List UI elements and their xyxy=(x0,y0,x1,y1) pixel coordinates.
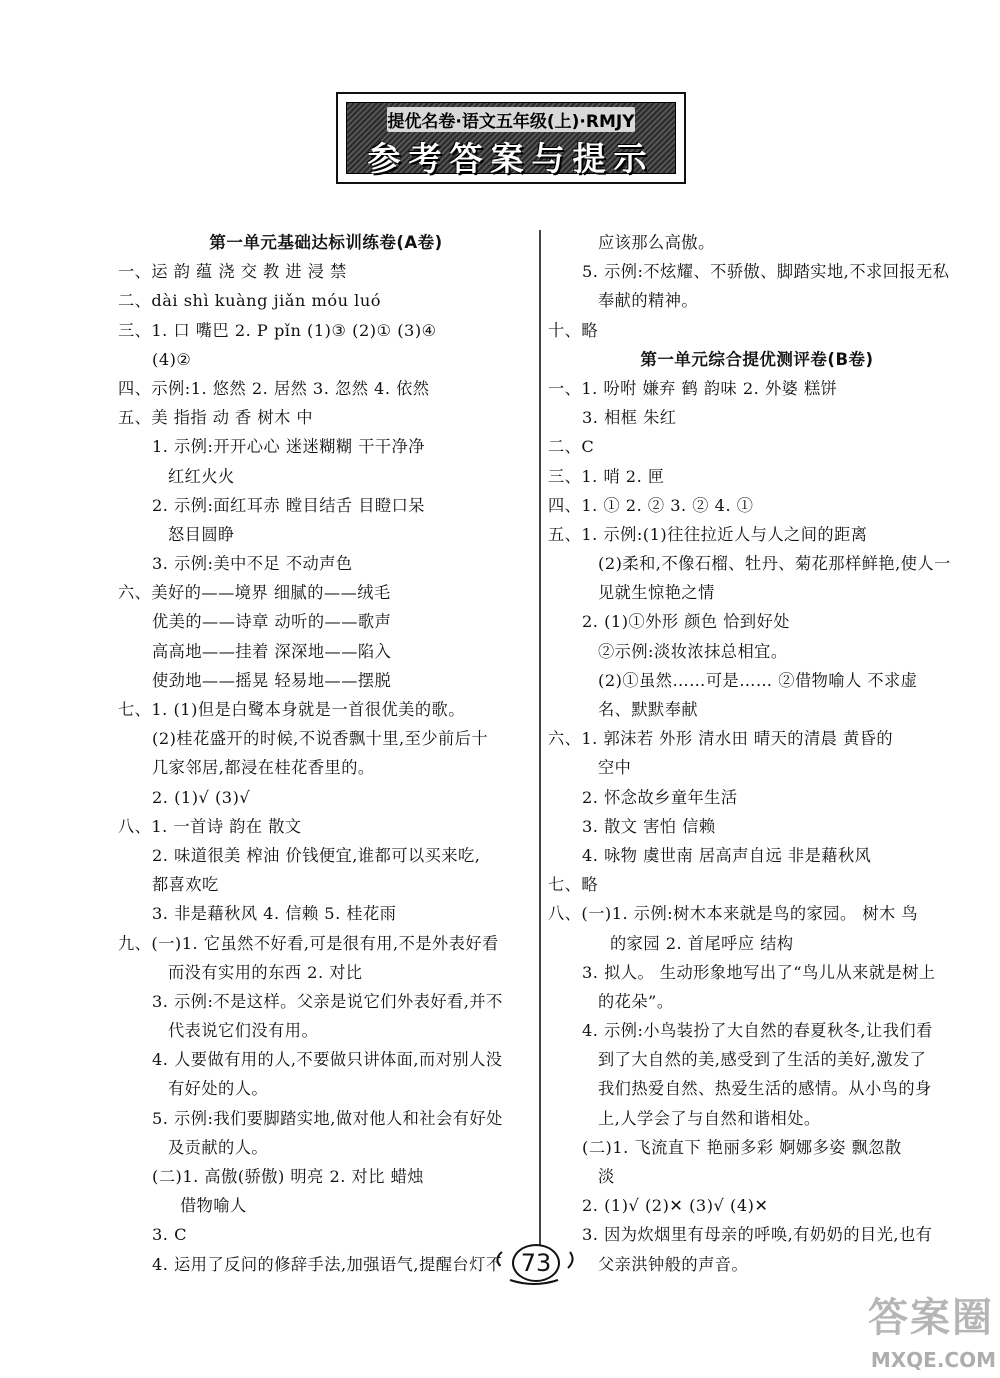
answer-line: 4. 人要做有用的人,不要做只讲体面,而对别人没 xyxy=(152,1050,503,1070)
answer-line: (2)①虽然……可是…… ②借物喻人 不求虚 xyxy=(598,670,918,690)
answer-line: 2. (1)√ (2)✕ (3)√ (4)✕ xyxy=(582,1196,769,1216)
answer-line: (二)1. 飞流直下 艳丽多彩 婀娜多姿 飘忽散 xyxy=(582,1137,902,1157)
section-heading: 第一单元基础达标训练卷(A卷) xyxy=(209,233,443,252)
answer-line: 使劲地——摇晃 轻易地——摆脱 xyxy=(152,670,392,690)
answer-line: 2. 示例:面红耳赤 瞠目结舌 目瞪口呆 xyxy=(152,495,425,515)
answer-line: 2. 味道很美 榨油 价钱便宜,谁都可以买来吃, xyxy=(152,845,481,865)
answer-line: 3. 非是藉秋风 4. 信赖 5. 桂花雨 xyxy=(152,904,397,924)
watermark-logo xyxy=(850,1280,1000,1378)
answer-line: 五、美 指指 动 香 树木 中 xyxy=(118,408,314,428)
answer-line: 而没有实用的东西 2. 对比 xyxy=(168,962,363,982)
answer-line: 5. 示例:我们要脚踏实地,做对他人和社会有好处 xyxy=(152,1108,503,1128)
answer-line: 2. 怀念故乡童年生活 xyxy=(582,787,738,807)
answer-line: 我们热爱自然、热爱生活的感情。从小鸟的身 xyxy=(598,1079,932,1099)
answer-line: 2. (1)①外形 颜色 恰到好处 xyxy=(582,612,790,632)
answer-line: 3. 拟人。 生动形象地写出了“鸟儿从来就是树上 xyxy=(582,962,936,982)
answer-line: 三、1. 口 嘴巴 2. P pǐn (1)③ (2)① (3)④ xyxy=(118,320,437,340)
answer-line: 1. 示例:开开心心 迷迷糊糊 干干净净 xyxy=(152,437,425,457)
answer-line: 4. 咏物 虞世南 居高声自远 非是藉秋风 xyxy=(582,845,872,865)
answer-line: 几家邻居,都浸在桂花香里的。 xyxy=(152,758,375,778)
answer-line: 的家园 2. 首尾呼应 结构 xyxy=(610,933,794,953)
answer-line: 名、默默奉献 xyxy=(598,700,699,719)
answer-line: 一、1. 吩咐 嫌弃 鹤 韵味 2. 外婆 糕饼 xyxy=(548,378,838,398)
answer-line: 都喜欢吃 xyxy=(152,875,219,895)
answer-line: 奉献的精神。 xyxy=(598,291,699,311)
answer-line: 的花朵”。 xyxy=(598,991,674,1011)
answer-line: 十、略 xyxy=(548,320,599,340)
column-divider xyxy=(539,230,541,1270)
answer-line: 八、1. 一首诗 韵在 散文 xyxy=(118,816,302,836)
section-heading: 第一单元综合提优测评卷(B卷) xyxy=(640,349,874,369)
answer-line: 有好处的人。 xyxy=(168,1079,269,1099)
answer-line: 3. 相框 朱红 xyxy=(582,408,677,428)
answer-line: 四、1. ① 2. ② 3. ② 4. ① xyxy=(548,495,754,515)
answer-line: 高高地——挂着 深深地——陷入 xyxy=(152,641,392,661)
answer-line: 七、1. (1)但是白鹭本身就是一首很优美的歌。 xyxy=(118,700,465,719)
right-answer-column xyxy=(548,228,966,1279)
answer-line: 二、C xyxy=(548,437,595,457)
answer-line: 到了大自然的美,感受到了生活的美好,激发了 xyxy=(598,1050,927,1070)
book-subtitle: 提优名卷·语文五年级(上)·RMJY xyxy=(387,107,635,132)
answer-line: (2)柔和,不像石榴、牡丹、菊花那样鲜艳,使人一 xyxy=(598,554,951,574)
answer-line: 3. C xyxy=(152,1225,187,1245)
answer-line: 3. 示例:美中不足 不动声色 xyxy=(152,554,353,574)
answer-line: (二)1. 高傲(骄傲) 明亮 2. 对比 蜡烛 xyxy=(152,1167,424,1186)
answer-line: 3. 散文 害怕 信赖 xyxy=(582,816,716,836)
answer-line: 上,人学会了与自然和谐相处。 xyxy=(598,1108,821,1128)
answer-line: 九、(一)1. 它虽然不好看,可是很有用,不是外表好看 xyxy=(118,933,499,953)
page-title: 参考答案与提示 xyxy=(367,139,655,178)
answer-line: 3. 因为炊烟里有母亲的呼唤,有奶奶的目光,也有 xyxy=(582,1225,933,1245)
answer-line: 八、(一)1. 示例:树木本来就是鸟的家园。 树木 鸟 xyxy=(548,904,919,924)
page-number-badge xyxy=(490,1236,580,1286)
answer-line: 3. 示例:不是这样。父亲是说它们外表好看,并不 xyxy=(152,991,503,1011)
answer-line: 见就生惊艳之情 xyxy=(598,583,715,603)
answer-line: 应该那么高傲。 xyxy=(598,233,715,252)
answer-line: 五、1. 示例:(1)往往拉近人与人之间的距离 xyxy=(548,524,868,544)
answer-line: 优美的——诗章 动听的——歌声 xyxy=(152,612,392,632)
answer-line: 三、1. 哨 2. 匣 xyxy=(548,466,665,486)
answer-line: 5. 示例:不炫耀、不骄傲、脚踏实地,不求回报无私 xyxy=(582,262,950,282)
answer-line: 4. 运用了反问的修辞手法,加强语气,提醒台灯不 xyxy=(152,1254,503,1274)
page-number: 73 xyxy=(512,1244,560,1282)
answer-line: 怒目圆睁 xyxy=(168,524,235,544)
answer-line: 六、美好的——境界 细腻的——绒毛 xyxy=(118,583,391,603)
left-answer-column xyxy=(118,228,534,1279)
answer-line: 4. 示例:小鸟装扮了大自然的春夏秋冬,让我们看 xyxy=(582,1021,933,1041)
answer-line: 借物喻人 xyxy=(180,1196,247,1216)
answer-line: 红红火火 xyxy=(168,466,235,486)
watermark-text: 答案圈 xyxy=(868,1295,994,1341)
header-banner xyxy=(336,92,686,184)
answer-line: 六、1. 郭沫若 外形 清水田 晴天的清晨 黄昏的 xyxy=(548,729,894,749)
answer-line: 七、略 xyxy=(548,875,599,895)
answer-line: 及贡献的人。 xyxy=(168,1137,269,1157)
answer-line: ②示例:淡妆浓抹总相宜。 xyxy=(598,641,788,661)
answer-line: 空中 xyxy=(598,758,632,778)
answer-line: 代表说它们没有用。 xyxy=(168,1021,319,1041)
answer-line: (4)② xyxy=(152,349,192,369)
answer-line: 父亲洪钟般的声音。 xyxy=(598,1254,749,1274)
answer-line: (2)桂花盛开的时候,不说香飘十里,至少前后十 xyxy=(152,729,489,749)
answer-line: 2. (1)√ (3)√ xyxy=(152,787,251,807)
answer-line: 二、dài shì kuàng jiǎn móu luó xyxy=(118,291,382,311)
answer-line: 一、运 韵 蕴 浇 交 教 进 浸 禁 xyxy=(118,262,347,282)
watermark-url: MXQE.COM xyxy=(870,1348,996,1372)
answer-line: 淡 xyxy=(598,1167,615,1186)
answer-line: 四、示例:1. 悠然 2. 居然 3. 忽然 4. 依然 xyxy=(118,378,430,398)
banner-background xyxy=(346,102,676,178)
